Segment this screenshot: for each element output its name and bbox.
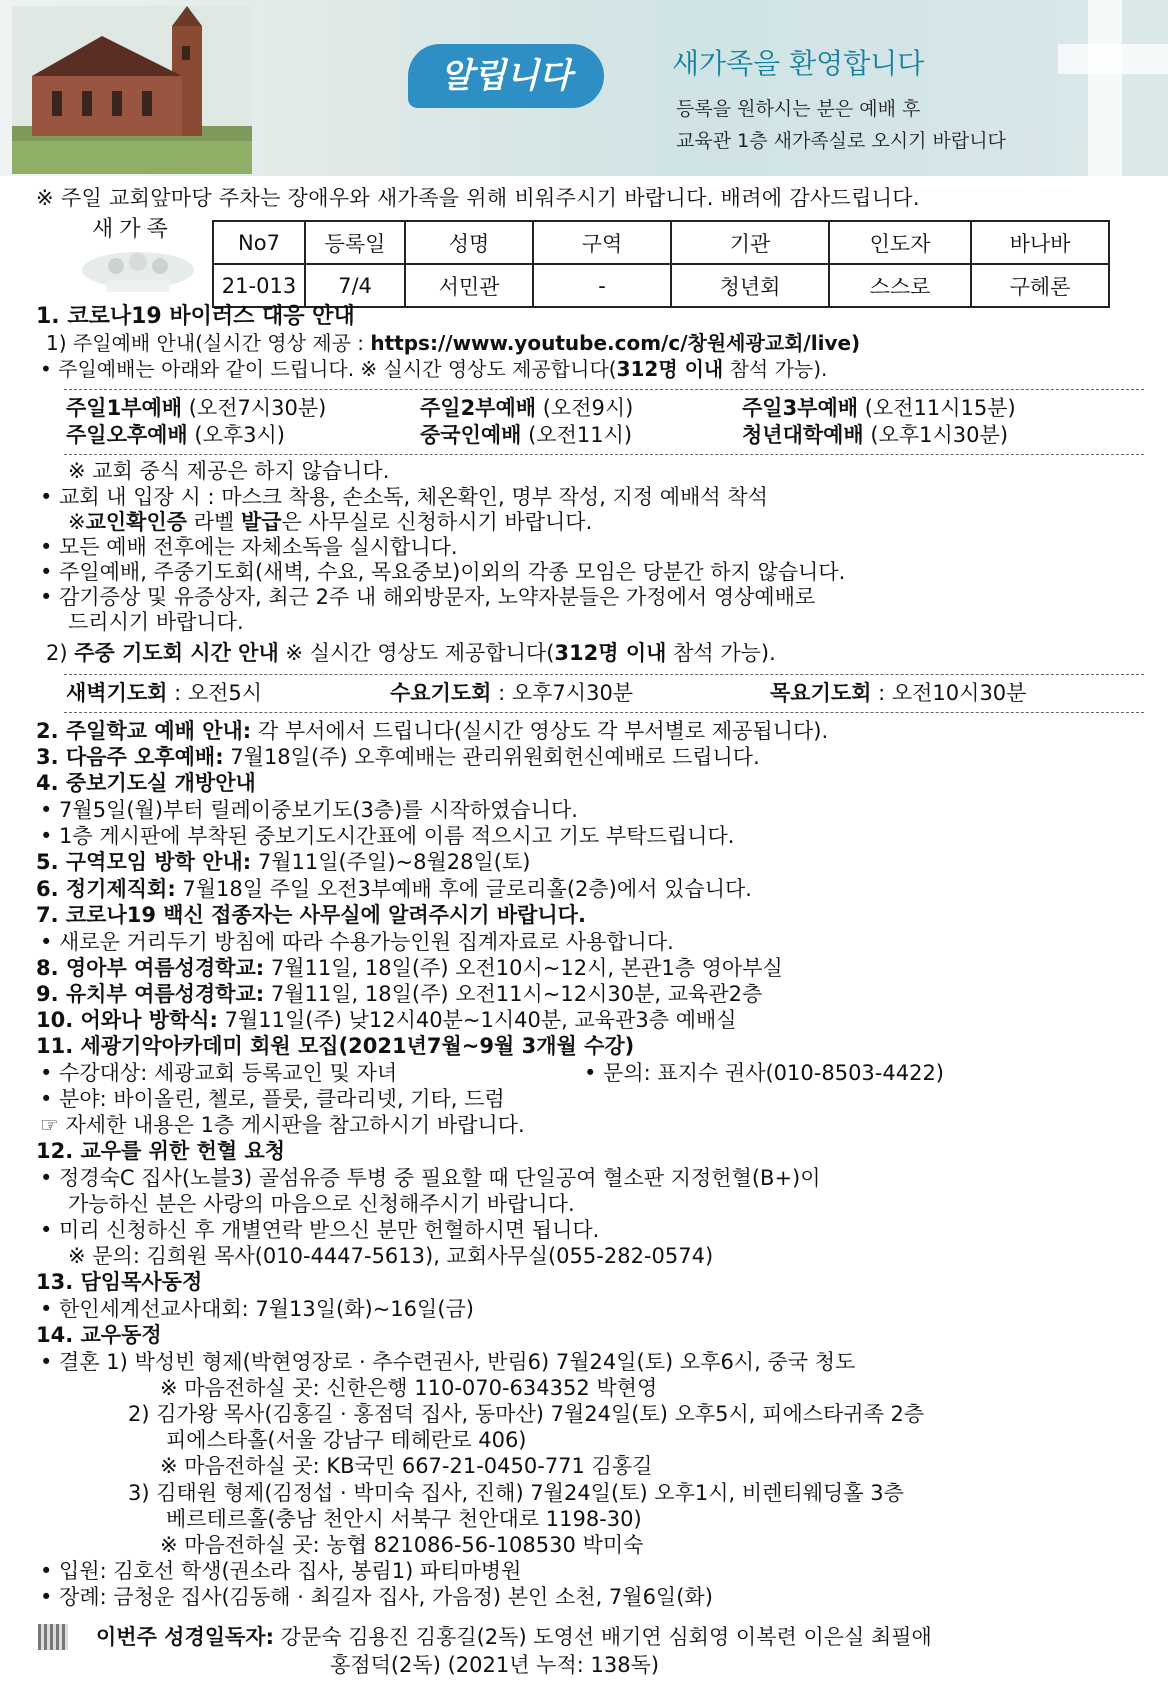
- welcome-line-1: 등록을 원하시는 분은 예배 후: [676, 98, 921, 120]
- item-title: 3. 다음주 오후예배:: [36, 745, 224, 769]
- table-cell: -: [533, 264, 671, 307]
- bullet-line: • 모든 예배 전후에는 자체소독을 실시합니다.: [40, 535, 458, 559]
- service-name: 청년대학예배: [742, 423, 864, 447]
- bullet-line: • 정경숙C 집사(노블3) 골섬유증 투병 중 필요할 때 단일공여 혈소판 지정헌혈(B+)이: [40, 1166, 821, 1190]
- line-text: 주중 기도회 시간 안내: [74, 641, 279, 665]
- table-cell: 구헤론: [971, 264, 1109, 307]
- flower-icon: [76, 240, 200, 298]
- prayer-time: [66, 680, 262, 706]
- capacity-text: 312명 이내: [616, 357, 724, 381]
- item-3: [36, 744, 760, 770]
- capacity-text: 312명 이내: [554, 641, 667, 665]
- newcomer-table: [212, 220, 1110, 308]
- church-illustration: [12, 6, 252, 174]
- service-name: 주일3부예배: [742, 396, 859, 420]
- service-time: [420, 395, 633, 421]
- dashed-divider: [64, 389, 1144, 390]
- prayer-time: [390, 680, 633, 706]
- item-title: 5. 구역모임 방학 안내:: [36, 850, 252, 874]
- table-header-cell: 구역: [533, 221, 671, 264]
- bullet-line: • 새로운 거리두기 방침에 따라 수용가능인원 집계자료로 사용합니다.: [40, 930, 674, 954]
- table-header-cell: 등록일: [305, 221, 405, 264]
- item-title: 9. 유치부 여름성경학교:: [36, 982, 265, 1006]
- bullet-line: • 결혼 1) 박성빈 형제(박현영장로 · 추수련권사, 반림6) 7월24일(토) 오후6시, 중국 청도: [40, 1350, 856, 1374]
- bullet-line: • 주일예배, 주중기도회(새벽, 수요, 목요중보)이외의 각종 모임은 당분간 하지 않습니다.: [40, 560, 846, 584]
- bible-marker-icon: [38, 1624, 68, 1650]
- item-text: 7월11일(주일)~8월28일(토): [251, 850, 531, 874]
- bullet-line: 3) 김태원 형제(김정섭 · 박미숙 집사, 진해) 7월24일(토) 오후1시, 비렌티웨딩홀 3층: [128, 1481, 904, 1505]
- item-8: [36, 955, 783, 981]
- bullet-line: • 1층 게시판에 부착된 중보기도시간표에 이름 적으시고 기도 부탁드립니다.: [40, 824, 735, 848]
- bullet-line: • 입원: 김호선 학생(권소라 집사, 봉림1) 파티마병원: [40, 1559, 522, 1583]
- bullet-line: • 장례: 금청운 집사(김동해 · 최길자 집사, 가음정) 본인 소천, 7월6일(화): [40, 1585, 713, 1609]
- line-text: 은 사무실로 신청하시기 바랍니다.: [281, 510, 593, 534]
- table-cell: 21-013: [213, 264, 305, 307]
- bullet-line: ※ 마음전하실 곳: 농협 821086-56-108530 박미숙: [160, 1533, 644, 1557]
- service-name: 주일오후예배: [66, 423, 188, 447]
- bullet-line: ☞ 자세한 내용은 1층 게시판을 참고하시기 바랍니다.: [40, 1113, 525, 1137]
- line-text: • 주일예배는 아래와 같이 드립니다. ※ 실시간 영상도 제공합니다(: [40, 357, 617, 381]
- bible-label: 이번주 성경일독자:: [96, 1625, 274, 1649]
- bullet-line: 피에스타홀(서울 강남구 테헤란로 406): [166, 1428, 527, 1452]
- table-header-cell: 성명: [405, 221, 533, 264]
- table-header-row: [213, 221, 1109, 264]
- item-12: 12. 교우를 위한 헌혈 요청: [36, 1139, 286, 1163]
- line-text: 교인확인증: [85, 510, 188, 534]
- bullet-line: • 감기증상 및 유증상자, 최근 2주 내 해외방문자, 노약자분들은 가정에서 영상예배로: [40, 585, 816, 609]
- table-header-cell: No7: [213, 221, 305, 264]
- cross-icon: [1058, 0, 1168, 176]
- line-text: 발급: [240, 510, 282, 534]
- item-11: 11. 세광기악아카데미 회원 모집(2021년7월~9월 3개월 수강): [36, 1034, 635, 1058]
- prayer-heading: [46, 640, 776, 666]
- bullet-line: [68, 509, 592, 535]
- section-1-line-2: [40, 356, 827, 382]
- bible-names: 강문숙 김용진 김홍길(2독) 도영선 배기연 심회영 이복련 이은실 최필애: [274, 1625, 932, 1649]
- service-time: [66, 395, 326, 421]
- item-text: 각 부서에서 드립니다(실시간 영상도 각 부서별로 제공됩니다).: [251, 719, 829, 743]
- newcomer-label: 새가족: [92, 217, 174, 242]
- item-text: 7월18일(주) 오후예배는 관리위원회헌신예배로 드립니다.: [223, 745, 760, 769]
- item-title: 8. 영아부 여름성경학교:: [36, 956, 265, 980]
- item-text: 7월11일(주) 낮12시40분~1시40분, 교육관3층 예배실: [217, 1008, 737, 1032]
- bullet-line: 가능하신 분은 사랑의 마음으로 신청해주시기 바랍니다.: [68, 1192, 575, 1216]
- bullet-line: • 수강대상: 세광교회 등록교인 및 자녀: [40, 1061, 398, 1085]
- service-time-text: (오전11시): [521, 423, 633, 447]
- item-5: [36, 849, 530, 875]
- item-2: [36, 718, 828, 744]
- bullet-line: ※ 교회 중식 제공은 하지 않습니다.: [68, 459, 390, 483]
- service-time-text: (오전7시30분): [182, 396, 327, 420]
- service-time-text: (오전11시15분): [858, 396, 1016, 420]
- line-text: ※ 실시간 영상도 제공합니다(: [278, 641, 555, 665]
- service-name: 중국인예배: [420, 423, 522, 447]
- item-text: 7월11일, 18일(주) 오전11시~12시30분, 교육관2층: [264, 982, 763, 1006]
- section-1-line-1: [46, 330, 860, 356]
- bullet-line: • 미리 신청하신 후 개별연락 받으신 분만 헌혈하시면 됩니다.: [40, 1218, 600, 1242]
- prayer-time-text: : 오후7시30분: [491, 681, 634, 705]
- service-name: 주일2부예배: [420, 396, 537, 420]
- prayer-name: 새벽기도회: [66, 681, 168, 705]
- service-name: 주일1부예배: [66, 396, 183, 420]
- bullet-line: 드리시기 바랍니다.: [68, 610, 244, 634]
- line-text: 2): [46, 641, 75, 665]
- welcome-line-2: 교육관 1층 새가족실로 오시기 바랍니다: [676, 130, 1006, 152]
- service-time-text: (오전9시): [536, 396, 634, 420]
- parking-notice: ※ 주일 교회앞마당 주차는 장애우와 새가족을 위해 비워주시기 바랍니다. 배려에 감사드립니다.: [36, 186, 920, 210]
- item-4: 4. 중보기도실 개방안내: [36, 771, 256, 795]
- notice-banner: 알립니다: [408, 44, 604, 108]
- header-banner: [0, 0, 1168, 176]
- prayer-time-text: : 오전5시: [167, 681, 263, 705]
- bullet-line: • 교회 내 입장 시 : 마스크 착용, 손소독, 체온확인, 명부 작성, 지정 예배석 착석: [40, 485, 768, 509]
- bullet-line: • 한인세계선교사대회: 7월13일(화)~16일(금): [40, 1297, 474, 1321]
- section-1-title: 1. 코로나19 바이러스 대응 안내: [36, 304, 355, 329]
- line-text: 1) 주일예배 안내(실시간 영상 제공 :: [46, 331, 371, 355]
- prayer-name: 목요기도회: [770, 681, 872, 705]
- line-text: 참석 가능).: [666, 641, 776, 665]
- bullet-line: 베르테르홀(충남 천안시 서북구 천안대로 1198-30): [166, 1507, 642, 1531]
- service-time-text: (오후3시): [187, 423, 285, 447]
- bullet-line: ※ 마음전하실 곳: KB국민 667-21-0450-771 김홍길: [160, 1454, 653, 1478]
- table-cell: 7/4: [305, 264, 405, 307]
- item-text: 7월11일, 18일(주) 오전10시~12시, 본관1층 영아부실: [264, 956, 783, 980]
- bullet-line: ※ 마음전하실 곳: 신한은행 110-070-634352 박현영: [160, 1376, 658, 1400]
- dashed-divider: [64, 712, 1144, 713]
- line-text: 참석 가능).: [723, 357, 828, 381]
- item-13: 13. 담임목사동정: [36, 1270, 203, 1294]
- table-row: [213, 264, 1109, 307]
- bible-readers: [96, 1624, 932, 1650]
- item-10: [36, 1007, 737, 1033]
- item-6: [36, 876, 752, 902]
- table-header-cell: 바나바: [971, 221, 1109, 264]
- bullet-line: • 분야: 바이올린, 첼로, 플룻, 클라리넷, 기타, 드럼: [40, 1087, 505, 1111]
- service-time-text: (오후1시30분): [863, 423, 1009, 447]
- item-title: 2. 주일학교 예배 안내:: [36, 719, 252, 743]
- line-text: 라벨: [187, 510, 241, 534]
- welcome-title: 새가족을 환영합니다: [672, 47, 925, 80]
- item-text: 7월18일 주일 오전3부예배 후에 글로리홀(2층)에서 있습니다.: [175, 877, 752, 901]
- prayer-time: [770, 680, 1026, 706]
- item-title: 10. 어와나 방학식:: [36, 1008, 218, 1032]
- table-header-cell: 인도자: [829, 221, 971, 264]
- bullet-line: • 7월5일(월)부터 릴레이중보기도(3층)를 시작하였습니다.: [40, 798, 578, 822]
- bullet-line: ※ 문의: 김희원 목사(010-4447-5613), 교회사무실(055-282-0574): [68, 1244, 714, 1268]
- table-cell: 서민관: [405, 264, 533, 307]
- dashed-divider: [64, 674, 1144, 675]
- item-9: [36, 981, 762, 1007]
- dashed-divider: [64, 454, 1144, 455]
- service-time: [742, 395, 1016, 421]
- item-14: 14. 교우동정: [36, 1323, 162, 1347]
- bible-readers-line-2: 홍점덕(2독) (2021년 누적: 138독): [330, 1653, 660, 1677]
- item-7: 7. 코로나19 백신 접종자는 사무실에 알려주시기 바랍니다.: [36, 903, 586, 927]
- service-time: [66, 422, 285, 448]
- service-time: [420, 422, 632, 448]
- table-cell: 스스로: [829, 264, 971, 307]
- bullet-line: • 문의: 표지수 권사(010-8503-4422): [584, 1061, 944, 1085]
- prayer-time-text: : 오전10시30분: [871, 681, 1027, 705]
- table-cell: 청년회: [671, 264, 829, 307]
- line-text: ※: [68, 510, 86, 534]
- item-title: 6. 정기제직회:: [36, 877, 176, 901]
- service-time: [742, 422, 1008, 448]
- table-header-cell: 기관: [671, 221, 829, 264]
- prayer-name: 수요기도회: [390, 681, 492, 705]
- bullet-line: 2) 김가왕 목사(김홍길 · 홍점덕 집사, 동마산) 7월24일(토) 오후5시, 피에스타귀족 2층: [128, 1402, 925, 1426]
- youtube-link[interactable]: https://www.youtube.com/c/창원세광교회/live): [370, 331, 861, 355]
